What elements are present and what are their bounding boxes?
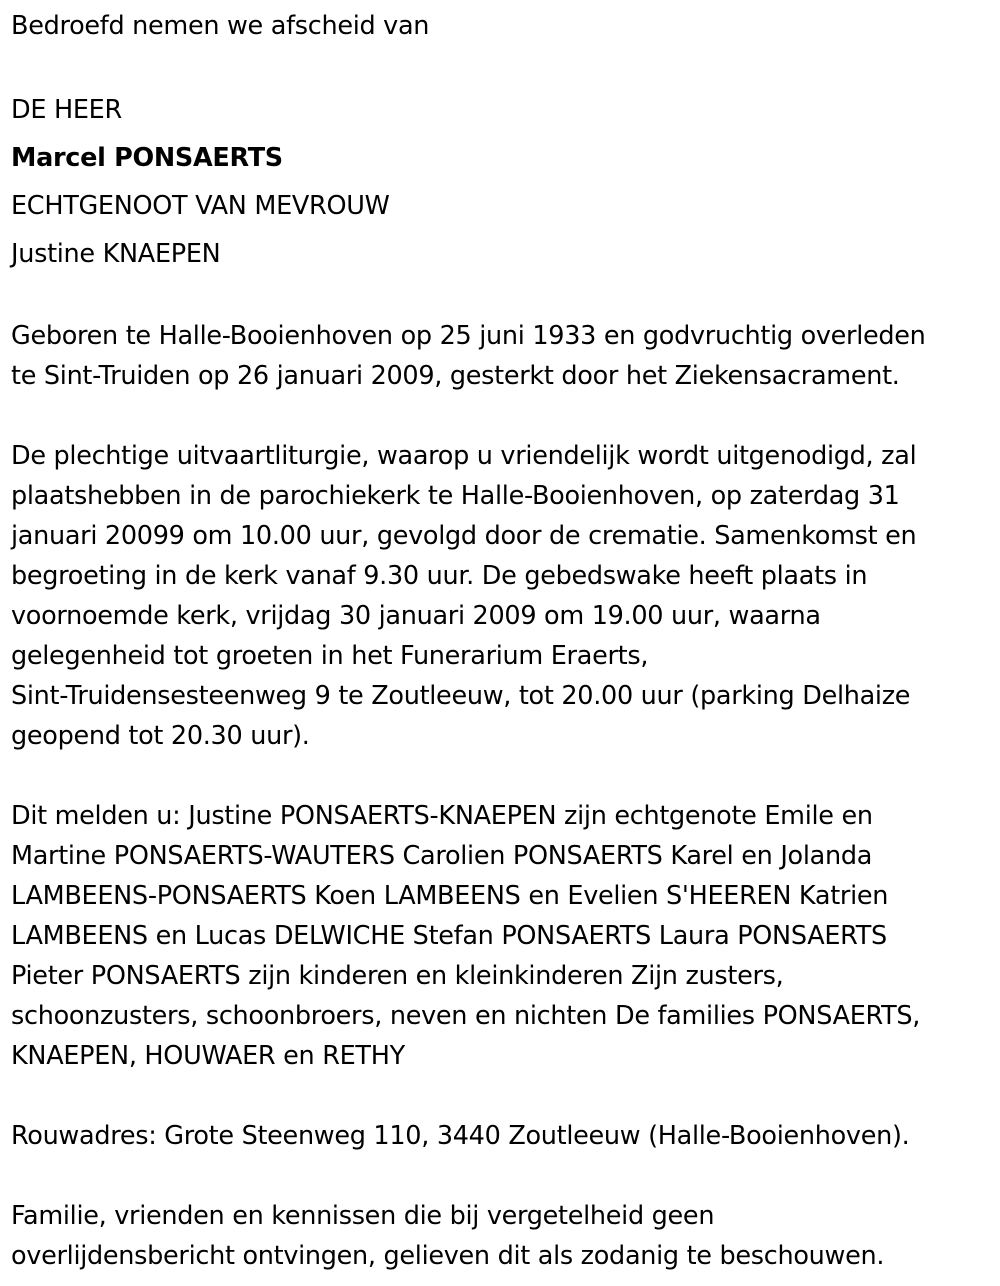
intro-text: Bedroefd nemen we afscheid van bbox=[11, 11, 430, 41]
paragraph-line: LAMBEENS-PONSAERTS Koen LAMBEENS en Evelien S'HEEREN Katrien bbox=[11, 881, 889, 911]
paragraph-line: Dit melden u: Justine PONSAERTS-KNAEPEN zijn echtgenote Emile en bbox=[11, 801, 873, 831]
paragraph-line: geopend tot 20.30 uur). bbox=[11, 721, 310, 751]
paragraph-line: januari 20099 om 10.00 uur, gevolgd door de crematie. Samenkomst en bbox=[11, 521, 917, 551]
funeral-paragraph bbox=[11, 436, 986, 756]
paragraph-line: LAMBEENS en Lucas DELWICHE Stefan PONSAERTS Laura PONSAERTS bbox=[11, 921, 887, 951]
paragraph-line: plaatshebben in de parochiekerk te Halle-Booienhoven, op zaterdag 31 bbox=[11, 481, 900, 511]
paragraph-line: Martine PONSAERTS-WAUTERS Carolien PONSAERTS Karel en Jolanda bbox=[11, 841, 873, 871]
paragraph-line: Pieter PONSAERTS zijn kinderen en kleinkinderen Zijn zusters, bbox=[11, 961, 784, 991]
paragraph-line: KNAEPEN, HOUWAER en RETHY bbox=[11, 1041, 405, 1071]
paragraph-line: te Sint-Truiden op 26 januari 2009, gesterkt door het Ziekensacrament. bbox=[11, 361, 900, 391]
paragraph-line: Geboren te Halle-Booienhoven op 25 juni 1933 en godvruchtig overleden bbox=[11, 321, 926, 351]
paragraph-line: schoonzusters, schoonbroers, neven en nichten De families PONSAERTS, bbox=[11, 1001, 921, 1031]
paragraph-line: Rouwadres: Grote Steenweg 110, 3440 Zoutleeuw (Halle-Booienhoven). bbox=[11, 1121, 910, 1151]
title-text: DE HEER bbox=[11, 95, 122, 125]
paragraph-line: De plechtige uitvaartliturgie, waarop u vriendelijk wordt uitgenodigd, zal bbox=[11, 441, 917, 471]
birth-death-paragraph bbox=[11, 316, 986, 396]
paragraph-line: voornoemde kerk, vrijdag 30 januari 2009 om 19.00 uur, waarna bbox=[11, 601, 821, 631]
paragraph-line: overlijdensbericht ontvingen, gelieven dit als zodanig te beschouwen. bbox=[11, 1241, 885, 1271]
paragraph-line: Sint-Truidensesteenweg 9 te Zoutleeuw, tot 20.00 uur (parking Delhaize bbox=[11, 681, 911, 711]
spouse-label: ECHTGENOOT VAN MEVROUW bbox=[11, 191, 390, 221]
family-paragraph bbox=[11, 796, 986, 1076]
closing-paragraph bbox=[11, 1196, 986, 1276]
paragraph-line: begroeting in de kerk vanaf 9.30 uur. De gebedswake heeft plaats in bbox=[11, 561, 868, 591]
deceased-name: Marcel PONSAERTS bbox=[11, 143, 283, 173]
address-paragraph bbox=[11, 1116, 986, 1156]
paragraph-line: Familie, vrienden en kennissen die bij vergetelheid geen bbox=[11, 1201, 715, 1231]
name-block bbox=[11, 86, 1000, 278]
paragraph-line: gelegenheid tot groeten in het Funerarium Eraerts, bbox=[11, 641, 649, 671]
spouse-name: Justine KNAEPEN bbox=[11, 239, 221, 269]
